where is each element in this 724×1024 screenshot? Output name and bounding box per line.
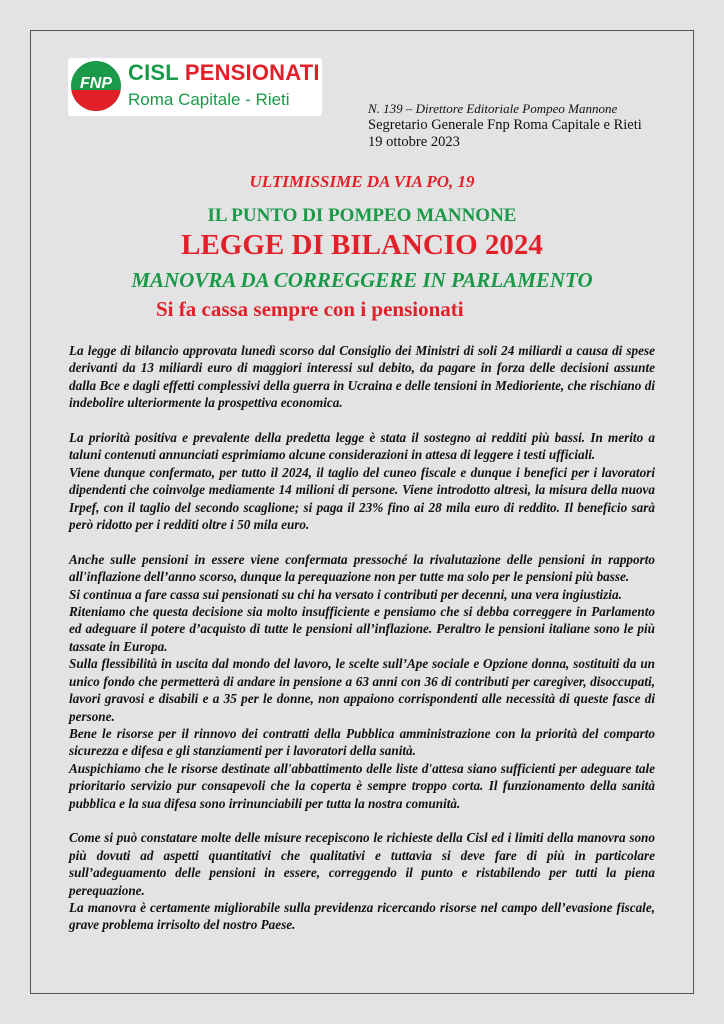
issue-line: N. 139 – Direttore Editoriale Pompeo Mannone [368,101,618,116]
paragraph: La priorità positiva e prevalente della predetta legge è stata il sostegno ai redditi più bassi. In merito a taluni contenuti annunciati esprimiamo alcune considerazioni in attesa di leggere i testi ufficiali. [69,430,655,463]
paragraph: Auspichiamo che le risorse destinate all'abbattimento delle liste d'attesa siano sufficienti per adeguare tale prioritario servizio pur consapevoli che la coperta è sempre troppo corta. Il funzionamento della sanità pubblica e la sua difesa sono irrinunciabili per tutta la nostra comunità. [69,760,655,811]
masthead-info [368,100,642,151]
paragraph: Viene dunque confermato, per tutto il 2024, il taglio del cuneo fiscale e dunque i benefici per i lavoratori dipendenti che coinvolge mediamente 14 milioni di persone. Viene introdotto altresì, la misura della nuova Irpef, con il taglio del secondo scaglione; si paga il 23% fino ai 28 mila euro di reddito. Il beneficio sarà però ridotto per i redditi oltre i 50 mila euro. [69,464,655,533]
paragraph: La legge di bilancio approvata lunedì scorso dal Consiglio dei Ministri di soli 24 miliardi a causa di spese derivanti da 13 miliardi euro di maggiori interessi sul debito, da pagare in forza delle decisioni assunte dalla Bce e dagli effetti complessivi della guerra in Ucraina e delle tensioni in Medioriente, che rischiano di indebolire ulteriormente la prospettiva economica. [69,343,655,411]
paragraph: Riteniamo che questa decisione sia molto insufficiente e pensiamo che si debba correggere in Parlamento ed adeguare il potere d’acquisto di tutte le pensioni all’inflazione. Peraltro le pensioni italiane sono le più tassate in Europa. [69,604,655,654]
fnp-cisl-logo [68,58,322,116]
logo-brand-cisl: CISL [128,60,179,85]
kicker-headline: ULTIMISSIME DA VIA PO, 19 [249,172,475,191]
article-body [69,342,655,934]
paragraph: Sulla flessibilità in uscita dal mondo del lavoro, le scelte sull’Ape sociale e Opzione donna, sostituiti da un unico fondo che permetterà di andare in pensione a 63 anni con 36 di contributi per caregiver, disoccupati, lavori gravosi e disabili e a 35 per le donne, non appaiono corrispondenti alle necessità di queste fasce di persone. [69,656,655,724]
paragraph: Anche sulle pensioni in essere viene confermata pressoché la rivalutazione delle pensioni in rapporto all'inflazione dell’anno scorso, dunque la perequazione non per tutte ma solo per le pensioni più basse. [69,551,655,585]
fnp-badge-icon [71,61,121,111]
main-title: LEGGE DI BILANCIO 2024 [181,229,543,261]
column-headline: IL PUNTO DI POMPEO MANNONE [207,205,517,226]
subtitle-headline: MANOVRA DA CORREGGERE IN PARLAMENTO [131,268,593,292]
fnp-badge-text: FNP [80,75,112,92]
issue-date: 19 ottobre 2023 [368,134,460,150]
tagline: Si fa cassa sempre con i pensionati [156,297,464,321]
logo-subtitle: Roma Capitale - Rieti [128,90,290,109]
logo-brand-pensionati: PENSIONATI [184,60,320,85]
logo-brand [128,60,320,86]
paragraph: Come si può constatare molte delle misure recepiscono le richieste della Cisl ed i limiti della manovra sono più dovuti ad aspetti quantitativi che qualitativi e tuttavia si deve fare di più in particolare sull’adeguamento delle pensioni in essere, correggendo il punto e ristabilendo per tutti la piena perequazione. [69,830,655,898]
paragraph: Bene le risorse per il rinnovo dei contratti della Pubblica amministrazione con la priorità del comparto sicurezza e difesa e gli stanziamenti per i lavoratori della sanità. [69,725,655,759]
paragraph: La manovra è certamente migliorabile sulla previdenza ricercando risorse nel campo dell’evasione fiscale, grave problema irrisolto del nostro Paese. [69,899,655,933]
paragraph: Si continua a fare cassa sui pensionati su chi ha versato i contributi per decenni, una vera ingiustizia. [69,586,622,602]
secretary-line: Segretario Generale Fnp Roma Capitale e Rieti [368,117,642,133]
